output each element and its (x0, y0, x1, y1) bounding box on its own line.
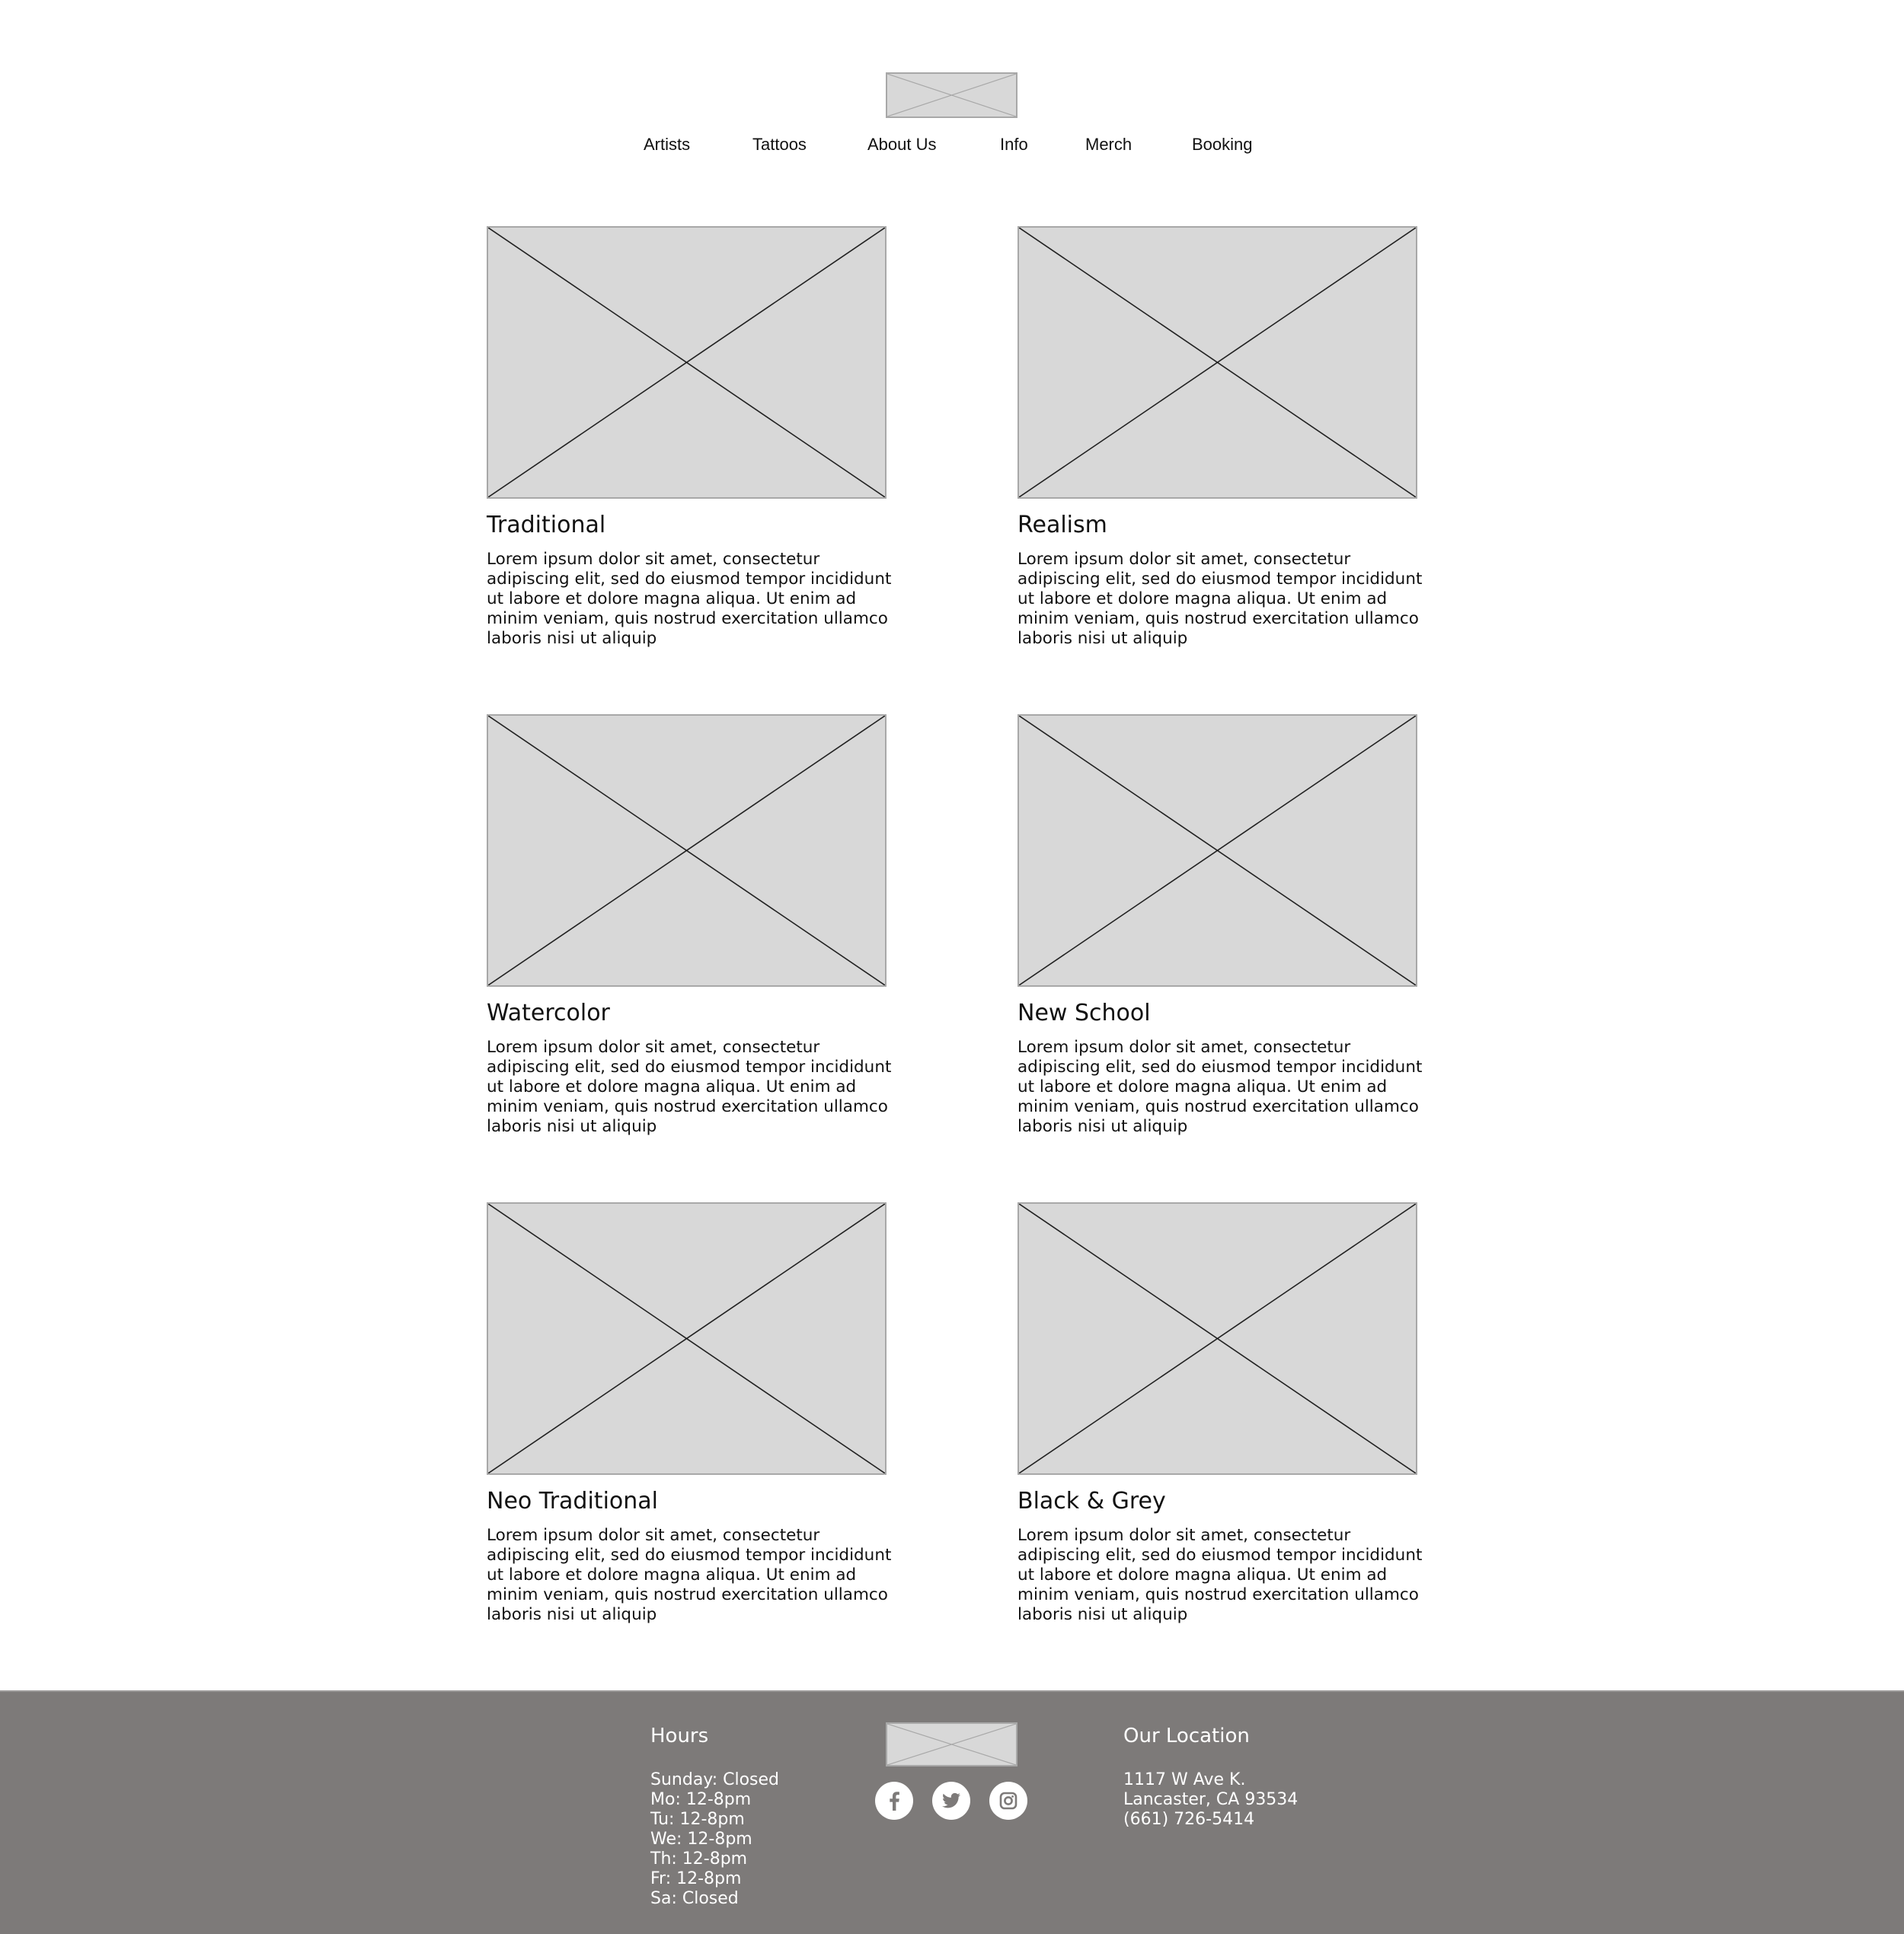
address-line: Lancaster, CA 93534 (1123, 1790, 1299, 1809)
address-line: 1117 W Ave K. (1123, 1770, 1246, 1789)
hours-line: Sunday: Closed (650, 1770, 780, 1789)
nav-info[interactable]: Info (1000, 135, 1028, 154)
card-description: Lorem ipsum dolor sit amet, consectetur adipiscing elit, sed do eiusmod tempor incididunt ut labore et dolore magna aliqua. Ut enim ad minim veniam, quis nostrud exercitation ullamco laboris nisi ut aliquip (1017, 1526, 1423, 1624)
facebook-icon (875, 1782, 913, 1820)
image-placeholder-icon (488, 716, 885, 985)
image-placeholder-icon (887, 1724, 1016, 1765)
hours-list (650, 1770, 779, 1909)
hours-line: Tu: 12-8pm (650, 1810, 745, 1829)
card-title: Realism (1017, 512, 1107, 538)
phone-number[interactable]: (661) 726-5414 (1123, 1810, 1255, 1829)
instagram-icon (989, 1782, 1027, 1820)
card-description: Lorem ipsum dolor sit amet, consectetur adipiscing elit, sed do eiusmod tempor incididunt ut labore et dolore magna aliqua. Ut enim ad minim veniam, quis nostrud exercitation ullamco laboris nisi ut aliquip (1017, 1038, 1423, 1136)
nav-merch[interactable]: Merch (1085, 135, 1132, 154)
card-title: Neo Traditional (487, 1488, 658, 1514)
card-image-black-grey[interactable] (1017, 1202, 1417, 1475)
image-placeholder-icon (488, 228, 885, 497)
address-block (1123, 1770, 1298, 1830)
image-placeholder-icon (1019, 716, 1416, 985)
nav-artists[interactable]: Artists (644, 135, 691, 154)
card-title: Watercolor (487, 1000, 610, 1026)
image-placeholder-icon (1019, 228, 1416, 497)
hours-line: Sa: Closed (650, 1889, 739, 1908)
image-placeholder-icon (488, 1204, 885, 1473)
card-description: Lorem ipsum dolor sit amet, consectetur adipiscing elit, sed do eiusmod tempor incididunt ut labore et dolore magna aliqua. Ut enim ad minim veniam, quis nostrud exercitation ullamco laboris nisi ut aliquip (487, 1526, 892, 1624)
twitter-icon (932, 1782, 970, 1820)
location-title: Our Location (1123, 1725, 1250, 1747)
card-image-realism[interactable] (1017, 226, 1417, 499)
twitter-link[interactable] (932, 1782, 970, 1820)
nav-about-us[interactable]: About Us (867, 135, 937, 154)
card-image-neo-traditional[interactable] (487, 1202, 887, 1475)
card-image-watercolor[interactable] (487, 714, 887, 987)
nav-tattoos[interactable]: Tattoos (752, 135, 807, 154)
footer-logo-placeholder[interactable] (886, 1722, 1017, 1766)
instagram-link[interactable] (989, 1782, 1027, 1820)
card-title: Traditional (487, 512, 606, 538)
card-description: Lorem ipsum dolor sit amet, consectetur adipiscing elit, sed do eiusmod tempor incididunt ut labore et dolore magna aliqua. Ut enim ad minim veniam, quis nostrud exercitation ullamco laboris nisi ut aliquip (487, 550, 892, 648)
hours-line: Th: 12-8pm (650, 1849, 748, 1869)
hours-line: We: 12-8pm (650, 1830, 752, 1849)
nav-booking[interactable]: Booking (1192, 135, 1253, 154)
footer (0, 1690, 1904, 1934)
facebook-link[interactable] (875, 1782, 913, 1820)
card-title: New School (1017, 1000, 1151, 1026)
card-image-traditional[interactable] (487, 226, 887, 499)
hours-title: Hours (650, 1725, 709, 1747)
card-image-new-school[interactable] (1017, 714, 1417, 987)
card-title: Black & Grey (1017, 1488, 1166, 1514)
hours-line: Mo: 12-8pm (650, 1790, 752, 1809)
card-description: Lorem ipsum dolor sit amet, consectetur adipiscing elit, sed do eiusmod tempor incididunt ut labore et dolore magna aliqua. Ut enim ad minim veniam, quis nostrud exercitation ullamco laboris nisi ut aliquip (1017, 550, 1423, 648)
logo-placeholder[interactable] (886, 72, 1017, 118)
card-description: Lorem ipsum dolor sit amet, consectetur adipiscing elit, sed do eiusmod tempor incididunt ut labore et dolore magna aliqua. Ut enim ad minim veniam, quis nostrud exercitation ullamco laboris nisi ut aliquip (487, 1038, 892, 1136)
hours-line: Fr: 12-8pm (650, 1869, 742, 1888)
image-placeholder-icon (1019, 1204, 1416, 1473)
image-placeholder-icon (887, 74, 1016, 116)
